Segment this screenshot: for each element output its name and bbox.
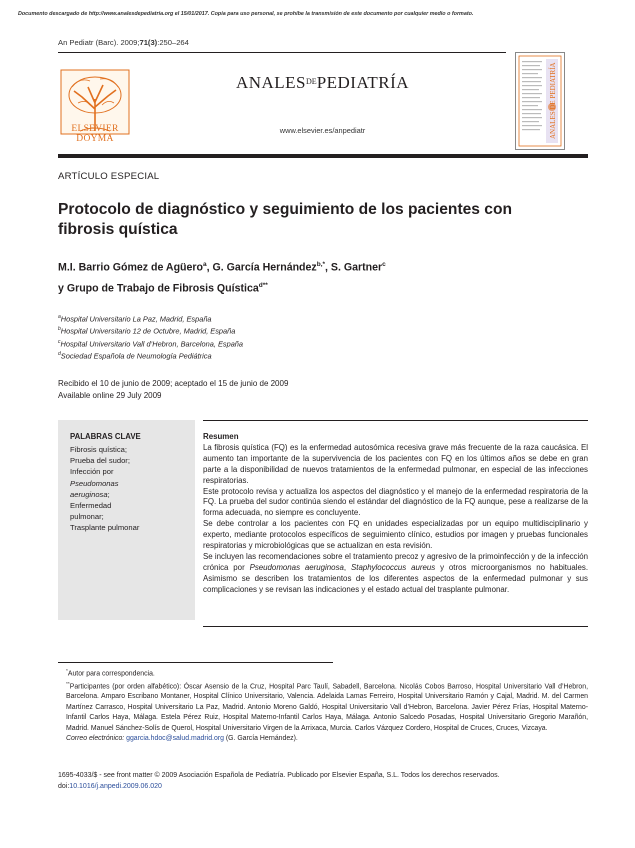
copyright-block: [58, 770, 588, 792]
footnotes: [58, 667, 588, 744]
footnote-rule: [58, 662, 333, 663]
footnote-email: Correo electrónico: ggarcia.hdoc@salud.madrid.org (G. García Hernández).: [66, 735, 298, 743]
affiliation-item: $^b$Hospital Universitario 12 de Octubre, Madrid, España: [58, 326, 236, 336]
keyword-item: Infección por: [70, 467, 114, 477]
keyword-item: Prueba del sudor;: [70, 456, 130, 466]
journal-name: $ANALES^{DE}PEDIATRÍA$: [235, 73, 410, 92]
author-group: y Grupo de Trabajo de Fibrosis Quística: [58, 282, 259, 295]
abstract-paragraph: Este protocolo revisa y actualiza los aspectos del diagnóstico y el manejo de la enfermedad respiratoria de la FQ. La prueba del sudor continúa siendo el estándar del diagnóstico de la FQ aunque, pese a realizarse de la forma adecuada, no siempre es concluyente.: [203, 486, 588, 518]
affiliation-item: $^d$Sociedad Española de Neumología Pediátrica: [58, 351, 212, 361]
abstract-paragraph: La fibrosis quística (FQ) es la enfermedad autosómica recesiva grave más frecuente de la raza caucásica. El aumento tan importante de la supervivencia de los pacientes con FQ en los últimos años se debe en gran parte a la disponibilidad de nuevos tratamientos de la enfermedad pulmonar, en especial de las infecciones respiratorias.: [203, 442, 588, 485]
author-2: , G. García Hernández: [206, 261, 317, 274]
received-date: Recibido el 10 de junio de 2009; aceptado el 15 de junio de 2009: [58, 379, 289, 388]
keyword-item: Fibrosis quística;: [70, 445, 127, 454]
doi-link[interactable]: 10.1016/j.anpedi.2009.06.020: [69, 783, 162, 790]
footnote-corresponding: *Autor para correspondencia.: [66, 669, 155, 678]
journal-url[interactable]: www.elsevier.es/anpediatr: [279, 126, 366, 135]
header-bottom-rule: [58, 154, 588, 158]
publisher-line-2: DOYMA: [76, 134, 114, 144]
download-disclaimer: Documento descargado de http://www.analesdepediatria.org el 15/01/2017. Copia para uso personal, se prohíbe la transmisión de este documento por cualquier medio o formato.: [18, 11, 474, 17]
section-label: ARTÍCULO ESPECIAL: [58, 171, 160, 182]
author-3: , S. Gartner: [325, 261, 383, 274]
journal-cover-thumbnail: [515, 52, 565, 150]
email-link[interactable]: ggarcia.hdoc@salud.madrid.org: [126, 735, 224, 743]
cover-title: ANALES DE PEDIATRÍA: [549, 62, 557, 139]
abstract-paragraph: Se debe controlar a los pacientes con FQ en unidades especializadas por un equipo multidisciplinario y experto, mediante protocolos específicos de seguimiento clínico, estudios por imagen y pruebas funcionales respiratorias y microbiológicas que se actualizan en esta revisión.: [203, 519, 588, 551]
keyword-item: Pseudomonas: [70, 478, 119, 488]
article-dates: [58, 378, 288, 401]
keywords-title: PALABRAS CLAVE: [70, 432, 141, 441]
publisher-line-1: ELSEVIER: [71, 124, 119, 134]
affiliation-item: $^a$Hospital Universitario La Paz, Madrid, España: [58, 314, 212, 324]
affiliations: [58, 312, 458, 362]
copyright-line: 1695-4033/$ - see front matter © 2009 Asociación Española de Pediatría. Publicado por Elsevier España, S.L. Todos los derechos reservados.: [58, 772, 500, 779]
header-top-rule: [58, 52, 506, 53]
footnote-participants: **Participantes (por orden alfabético): Óscar Asensio de la Cruz, Hospital Parc Taulí, Sabadell, Barcelona. Nicolás Cobos Barroso, Hospital Universitario Vall d’Hebron, Barcelona. Amparo Escribano Montaner, Hospital Clínico Universitario, Valencia. Adelaida Lamas Ferreiro, Hospital Universitario Ramón y Cajal, Madrid. M. del Carmen Martínez Carrasco, Hospital Universitario La Paz, Madrid. Antonio Moreno Galdó, Hospital Universitario Vall d’Hebron, Barcelona. Javier Pérez Frías, Hospital Materno-Infantil Carlos Haya, Málaga. Estela Pérez Ruiz, Hospital Materno-Infantil Carlos Haya, Málaga. Antonio Salcedo Posadas, Hospital Universitario Gregorio Marañón, Madrid. Manuel Sánchez-Solís de Querol, Hospital Universitario Virgen de la Arrixaca, Murcia. Carlos Vázquez Cordero, Hospital de Cruces, Cruces, Vizcaya.: [66, 681, 588, 732]
abstract-paragraph: Se incluyen las recomendaciones sobre el tratamiento precoz y agresivo de la primoinfección y de la infección crónica por Pseudomonas aeruginosa, Staphylococcus aureus y otros microorganismos no habituales. Asimismo se describen los tratamientos de los diferentes aspectos de la enfermedad pulmonar y sus complicaciones y se revisan las indicaciones y el estado actual del trasplante pulmonar.: [203, 551, 589, 594]
abstract-top-rule: [203, 420, 588, 421]
abstract-bottom-rule: [203, 626, 588, 627]
affiliation-item: $^c$Hospital Universitario Vall d’Hebron, Barcelona, España: [58, 338, 244, 349]
author-list: M.I. Barrio Gómez de Agüero$^a$, G. García Hernández$^{b,*}$, S. Gartner$^c$ y Grupo de Trabajo de Fibrosis Quística$^{d**}$: [58, 261, 386, 295]
online-date: Available online 29 July 2009: [58, 390, 162, 400]
citation: An Pediatr (Barc). 2009;71(3):250–264: [58, 38, 189, 47]
cover-artwork: [516, 53, 564, 149]
doi-line: doi:10.1016/j.anpedi.2009.06.020: [58, 783, 162, 790]
abstract-heading: Resumen: [203, 432, 239, 441]
keyword-item: Enfermedad: [70, 501, 112, 511]
keywords-list: [70, 444, 190, 534]
author-1: M.I. Barrio Gómez de Agüero: [58, 261, 203, 274]
keyword-item: aeruginosa;: [70, 489, 110, 499]
keyword-item: Trasplante pulmonar: [70, 523, 140, 533]
article-title: Protocolo de diagnóstico y seguimiento de los pacientes con fibrosis quística: [58, 201, 513, 238]
publisher-name: [58, 124, 132, 144]
keyword-item: pulmonar;: [70, 512, 104, 522]
abstract: [203, 432, 588, 596]
